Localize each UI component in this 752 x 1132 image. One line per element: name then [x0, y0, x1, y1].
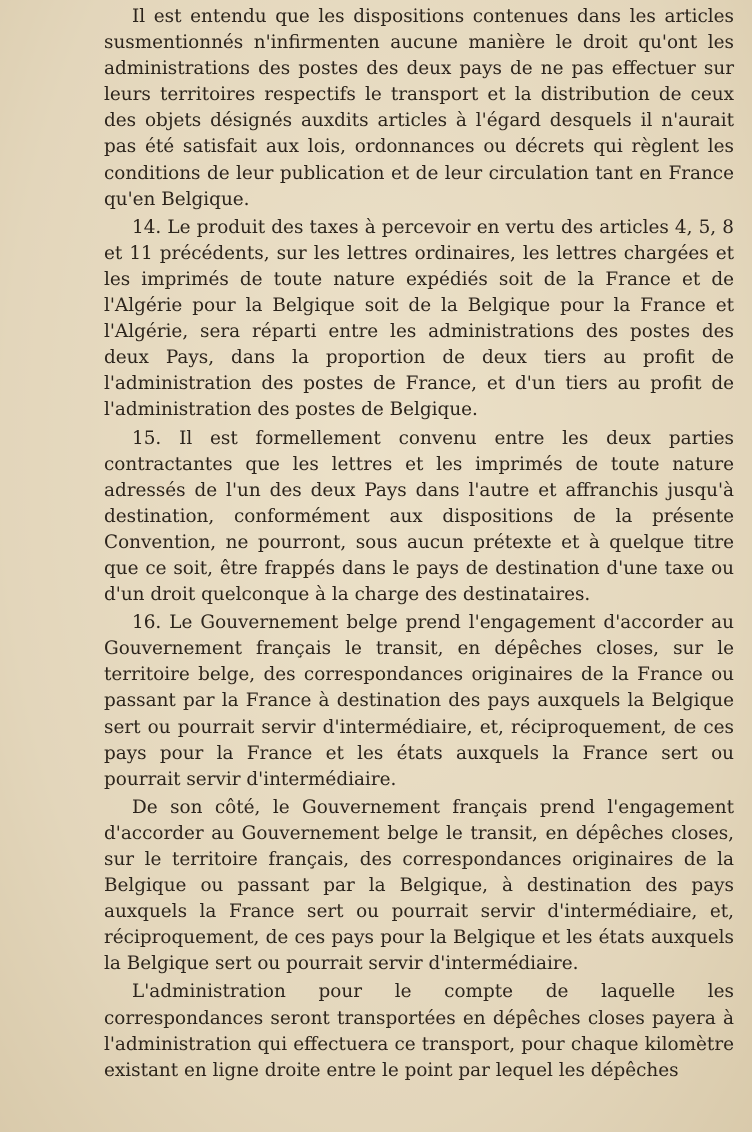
paragraph-text: Il est entendu que les dispositions contenues dans les articles susmentionnés n'infirmenten aucune manière le droit qu'ont les administrations des postes des deux pays de ne pas effectuer sur leurs territoires respectifs le transport et la distribution de ceux des objets désignés auxdits articles à l'égard desquels il n'aurait pas été satisfait aux lois, ordonnances ou décrets qui règlent les conditions de leur publication et de leur circulation tant en France qu'en Belgique.: [104, 6, 734, 210]
article-14: [104, 215, 734, 424]
article-number: 15.: [132, 427, 162, 449]
article-text: Il est formellement convenu entre les deux parties contractantes que les lettres et les imprimés de toute nature adressés de l'un des deux Pays dans l'autre et affranchis jusqu'à destination, conformément aux dispositions de la présente Convention, ne pourront, sous aucun prétexte et à quelque titre que ce soit, être frappés dans le pays de destination d'une taxe ou d'un droit quelconque à la charge des destinataires.: [104, 427, 734, 606]
article-16: [104, 610, 734, 793]
paragraph-5: [104, 795, 734, 978]
article-number: 16.: [132, 612, 162, 634]
article-number: 14.: [132, 216, 162, 238]
paragraph-6: [104, 979, 734, 1083]
article-text: Le Gouvernement belge prend l'engagement d'accorder au Gouvernement français le transit, en dépêches closes, sur le territoire belge, des correspondances originaires de la France ou passant par la France à destination des pays auxquels la Belgique sert ou pourrait servir d'intermédiaire, et, réciproquement, de ces pays pour la France et les états auxquels la France sert ou pourrait servir d'intermédiaire.: [104, 612, 734, 790]
paragraph-1: [104, 4, 734, 213]
paragraph-text: L'administration pour le compte de laquelle les correspondances seront transportées en dépêches closes payera à l'administration qui effectuera ce transport, pour chaque kilomètre existant en ligne droite entre le point par lequel les dépêches: [104, 981, 734, 1081]
article-15: [104, 426, 734, 609]
document-body: [104, 4, 734, 1084]
paragraph-text: De son côté, le Gouvernement français prend l'engagement d'accorder au Gouvernement belge le transit, en dépêches closes, sur le territoire français, des correspondances originaires de la Belgique ou passant par la Belgique, à destination des pays auxquels la France sert ou pourrait servir d'intermédiaire, et, réciproquement, de ces pays pour la Belgique et les états auxquels la Belgique sert ou pourrait servir d'intermédiaire.: [104, 796, 734, 975]
article-text: Le produit des taxes à percevoir en vertu des articles 4, 5, 8 et 11 précédents, sur les lettres ordinaires, les lettres chargées et les imprimés de toute nature expédiés soit de la France et de l'Algérie pour la Belgique soit de la Belgique pour la France et l'Algérie, sera réparti entre les administrations des postes des deux Pays, dans la proportion de deux tiers au profit de l'administration des postes de France, et d'un tiers au profit de l'administration des postes de Belgique.: [104, 216, 734, 421]
